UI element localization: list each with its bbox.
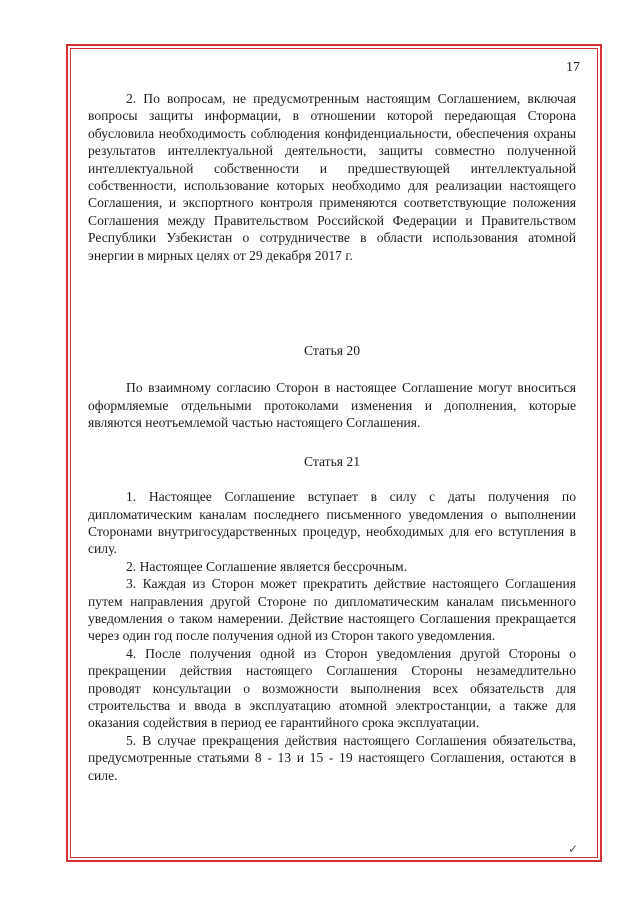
page-number: 17 bbox=[566, 60, 580, 75]
paragraph-article20: По взаимному согласию Сторон в настоящее Соглашение могут вноситься оформляемые отдельными протоколами изменения и дополнения, которые являются неотъемлемой частью настоящего Соглашения. bbox=[88, 380, 576, 431]
article-20-heading: Статья 20 bbox=[303, 343, 361, 359]
paragraph-article21-clause2: 2. Настоящее Соглашение является бессрочным. bbox=[126, 558, 408, 574]
paragraph-article21-clause1: 1. Настоящее Соглашение вступает в силу с даты получения по дипломатическим каналам последнего письменного уведомления о выполнении Сторонами внутригосударственных процедур, необходимых для его вступления в силу. bbox=[88, 489, 576, 557]
initials-mark: ✓ bbox=[568, 842, 579, 856]
paragraph-article21-clause3: 3. Каждая из Сторон может прекратить действие настоящего Соглашения путем направления другой Стороне по дипломатическим каналам письменного уведомления о таком намерении. Действие настоящего Соглашения прекращается через один год после получения одной из Сторон такого уведомления. bbox=[88, 576, 576, 644]
paragraph-article21-clause4: 4. После получения одной из Сторон уведомления другой Стороны о прекращении действия настоящего Соглашения Стороны незамедлительно проводят консультации о возможности выполнения всех обязательств для строительства и ввода в эксплуатацию атомной электростанции, а также для оказания содействия в период ее гарантийного срока эксплуатации. bbox=[88, 645, 576, 731]
paragraph-article19-clause2: 2. По вопросам, не предусмотренным настоящим Соглашением, включая вопросы защиты информации, в отношении которой передающая Сторона обусловила необходимость соблюдения конфиденциальности, обеспечения охраны результатов интеллектуальной деятельности, защиты совместно полученной интеллектуальной собственности и предшествующей интеллектуальной собственности, использование которых необходимо для реализации настоящего Соглашения, и экспортного контроля применяются соответствующие положения Соглашения между Правительством Российской Федерации и Правительством Республики Узбекистан о сотрудничестве в области использования атомной энергии в мирных целях от 29 декабря 2017 г. bbox=[88, 91, 576, 263]
paragraph-article21-clause5: 5. В случае прекращения действия настоящего Соглашения обязательства, предусмотренные статьями 8 - 13 и 15 - 19 настоящего Соглашения, остаются в силе. bbox=[88, 732, 576, 783]
document-body bbox=[88, 90, 576, 784]
article-21-heading: Статья 21 bbox=[303, 453, 361, 469]
